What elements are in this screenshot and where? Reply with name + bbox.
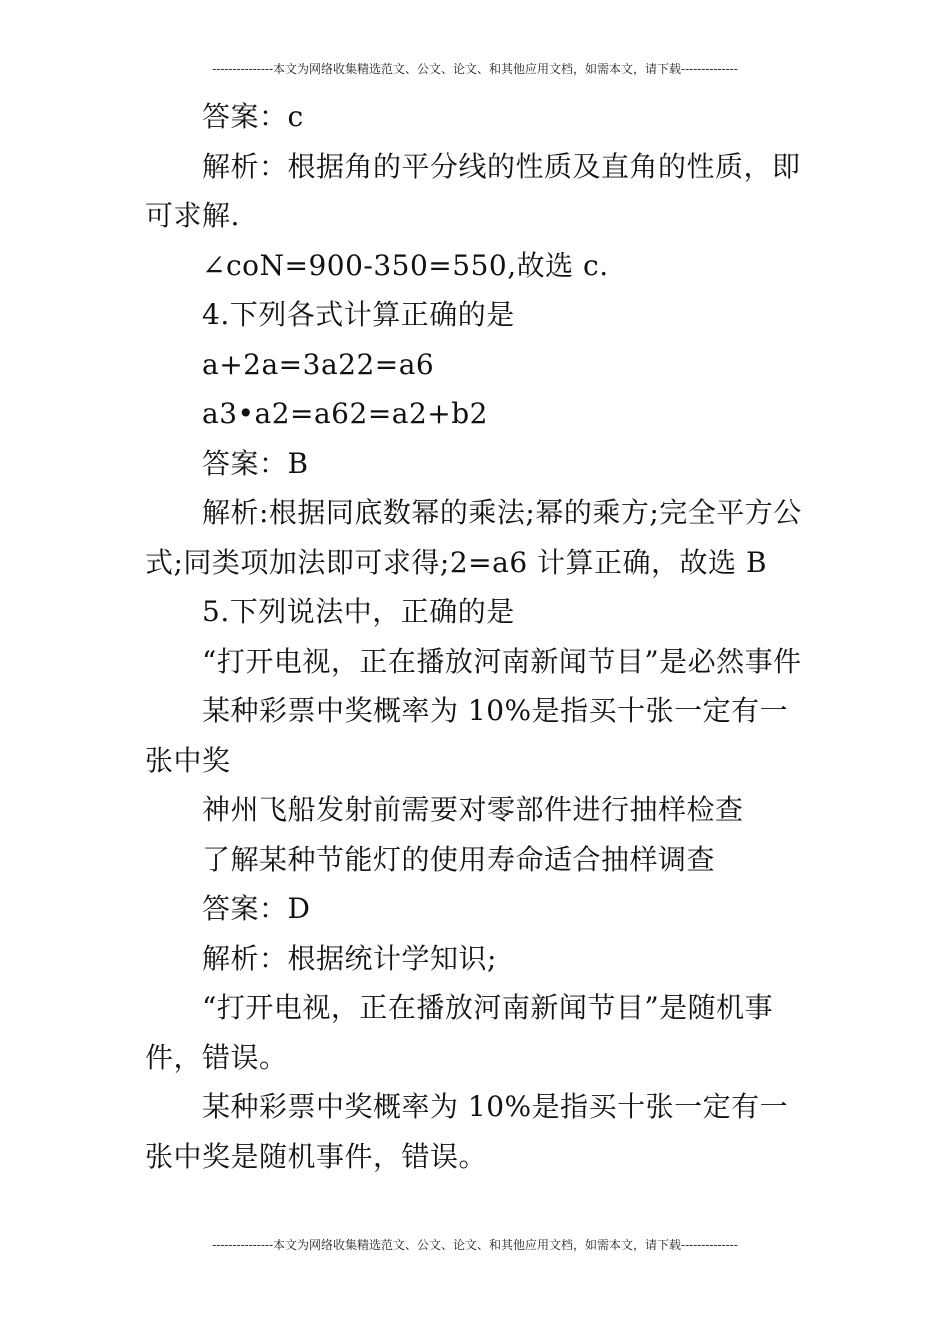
option-line: 某种彩票中奖概率为 10%是指买十张一定有一张中奖: [145, 694, 789, 777]
option-line: 神州飞船发射前需要对零部件进行抽样检查: [202, 793, 744, 826]
analysis-paragraph: 解析：根据角的平分线的性质及直角的性质，即可求解.: [145, 149, 801, 232]
answer-line: 答案：B: [202, 446, 309, 480]
header-banner: ---------------本文为网络收集精选范文、公文、论文、和其他应用文档，如需本文，请下载--------------: [212, 62, 738, 76]
answer-line: 答案：c: [202, 100, 304, 133]
option-line: 了解某种节能灯的使用寿命适合抽样调查: [202, 842, 716, 876]
analysis-paragraph: 解析：根据统计学知识;: [202, 941, 497, 975]
document-body: [145, 92, 810, 1181]
option-line: a+2a=3a22=a6: [202, 347, 435, 381]
question-4: 4.下列各式计算正确的是: [202, 298, 515, 331]
footer-banner: ---------------本文为网络收集精选范文、公文、论文、和其他应用文档，如需本文，请下载--------------: [212, 1238, 738, 1252]
answer-line: 答案：D: [202, 892, 311, 925]
analysis-paragraph: 某种彩票中奖概率为 10%是指买十张一定有一张中奖是随机事件，错误。: [145, 1090, 789, 1173]
option-line: “打开电视，正在播放河南新闻节目”是必然事件: [202, 644, 802, 678]
option-line: a3•a2=a62=a2+b2: [202, 397, 488, 430]
analysis-paragraph: “打开电视，正在播放河南新闻节目”是随机事件，错误。: [145, 991, 774, 1074]
analysis-paragraph: 解析:根据同底数幂的乘法;幂的乘方;完全平方公式;同类项加法即可求得;2=a6 计算正确，故选 B: [145, 496, 802, 579]
question-5: 5.下列说法中，正确的是: [202, 595, 515, 628]
calculation-line: ∠coN=900-350=550,故选 c.: [202, 248, 609, 282]
